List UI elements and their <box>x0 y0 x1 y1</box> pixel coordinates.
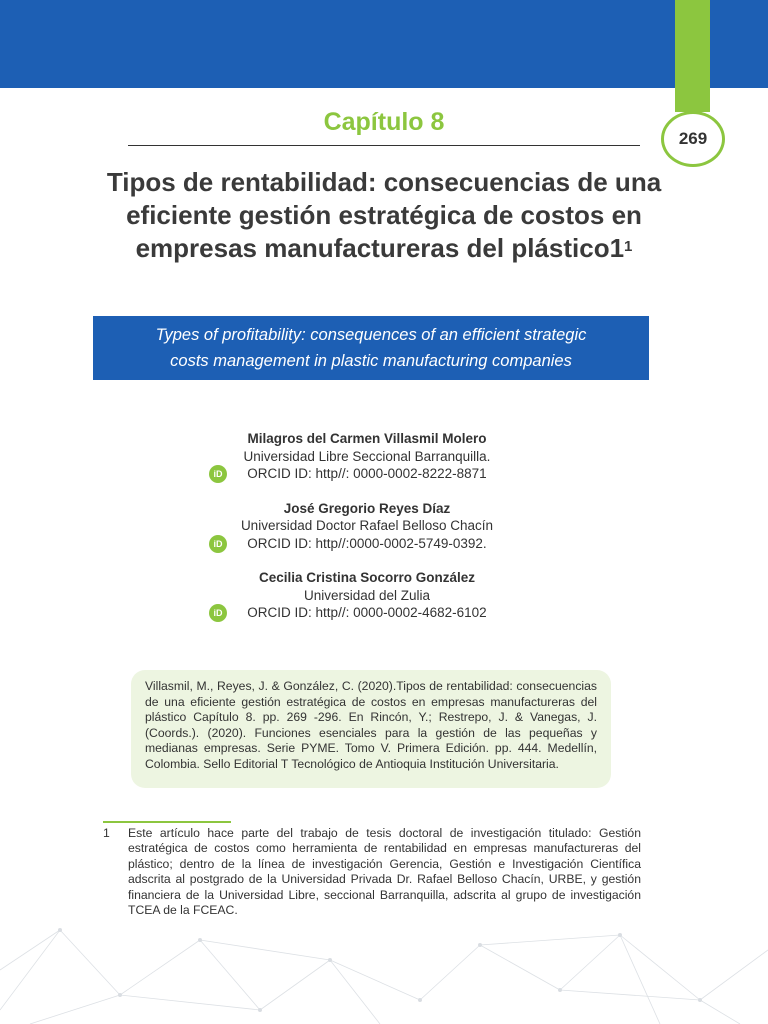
author-affiliation: Universidad del Zulia <box>303 587 431 603</box>
english-title-box <box>93 316 649 380</box>
footnote-text: Este artículo hace parte del trabajo de tesis doctoral de investigación titulado: Gestión estratégica de costos como herramienta de rentabilidad en empresas manufactureras del plástico; dentro de la línea de investigación Gerencia, Gestión e Investigación Científica adscrita al postgrado de la Universidad Privada Dr. Rafael Belloso Chacín, URBE, y gestión financiera de la Universidad Libre, seccional Barranquilla, adscrita al grupo de investigación TCEA de la FCEAC. <box>128 826 641 918</box>
header-band <box>0 0 768 88</box>
orcid-line <box>200 604 534 622</box>
chapter-title <box>96 166 672 265</box>
footnote-divider <box>103 821 231 823</box>
page-number: 269 <box>661 111 725 167</box>
author-block <box>200 500 534 553</box>
orcid-link[interactable]: ORCID ID: http//: 0000-0002-8222-8871 <box>247 466 487 481</box>
network-decoration <box>0 900 768 1024</box>
orcid-link[interactable]: ORCID ID: http//:0000-0002-5749-0392. <box>247 535 487 551</box>
page-tab <box>675 0 710 112</box>
chapter-label: Capítulo 8 <box>323 108 445 136</box>
chapter-divider <box>128 145 640 146</box>
footnote-number: 1 <box>103 826 110 840</box>
author-block <box>200 430 534 483</box>
author-name: Cecilia Cristina Socorro González <box>258 570 476 585</box>
author-affiliation: Universidad Libre Seccional Barranquilla. <box>243 448 491 464</box>
author-list <box>200 430 534 639</box>
author-name: Milagros del Carmen Villasmil Molero <box>247 431 487 446</box>
author-block <box>200 569 534 622</box>
english-title-line-1: Types of profitability: consequences of an efficient strategic <box>155 326 587 344</box>
author-affiliation: Universidad Doctor Rafael Belloso Chacín <box>240 518 494 533</box>
orcid-line <box>200 465 534 483</box>
orcid-icon: iD <box>209 535 227 553</box>
chapter-title-text: Tipos de rentabilidad: consecuencias de una eficiente gestión estratégica de costos en empresas manufactureras del plástico1 <box>106 167 662 263</box>
orcid-line <box>200 535 534 553</box>
english-title-line-2: costs management in plastic manufacturing companies <box>170 352 572 370</box>
orcid-icon: iD <box>209 465 227 483</box>
orcid-icon: iD <box>209 604 227 622</box>
citation-box: Villasmil, M., Reyes, J. & González, C. (2020).Tipos de rentabilidad: consecuencias de una eficiente gestión estratégica de costos en empresas manufactureras del plástico Capítulo 8. pp. 269 -296. En Rincón, Y.; Restrepo, J. & Vanegas, J. (Coords.). (2020). Funciones esenciales para la gestión de las pequeñas y medianas empresas. Serie PYME. Tomo V. Primera Edición. pp. 444. Medellín, Colombia. Sello Editorial T Tecnológico de Antioquia Institución Universitaria. <box>131 670 611 788</box>
title-footnote-marker[interactable]: 1 <box>624 238 633 255</box>
author-name: José Gregorio Reyes Díaz <box>283 500 451 516</box>
orcid-link[interactable]: ORCID ID: http//: 0000-0002-4682-6102 <box>247 605 487 620</box>
